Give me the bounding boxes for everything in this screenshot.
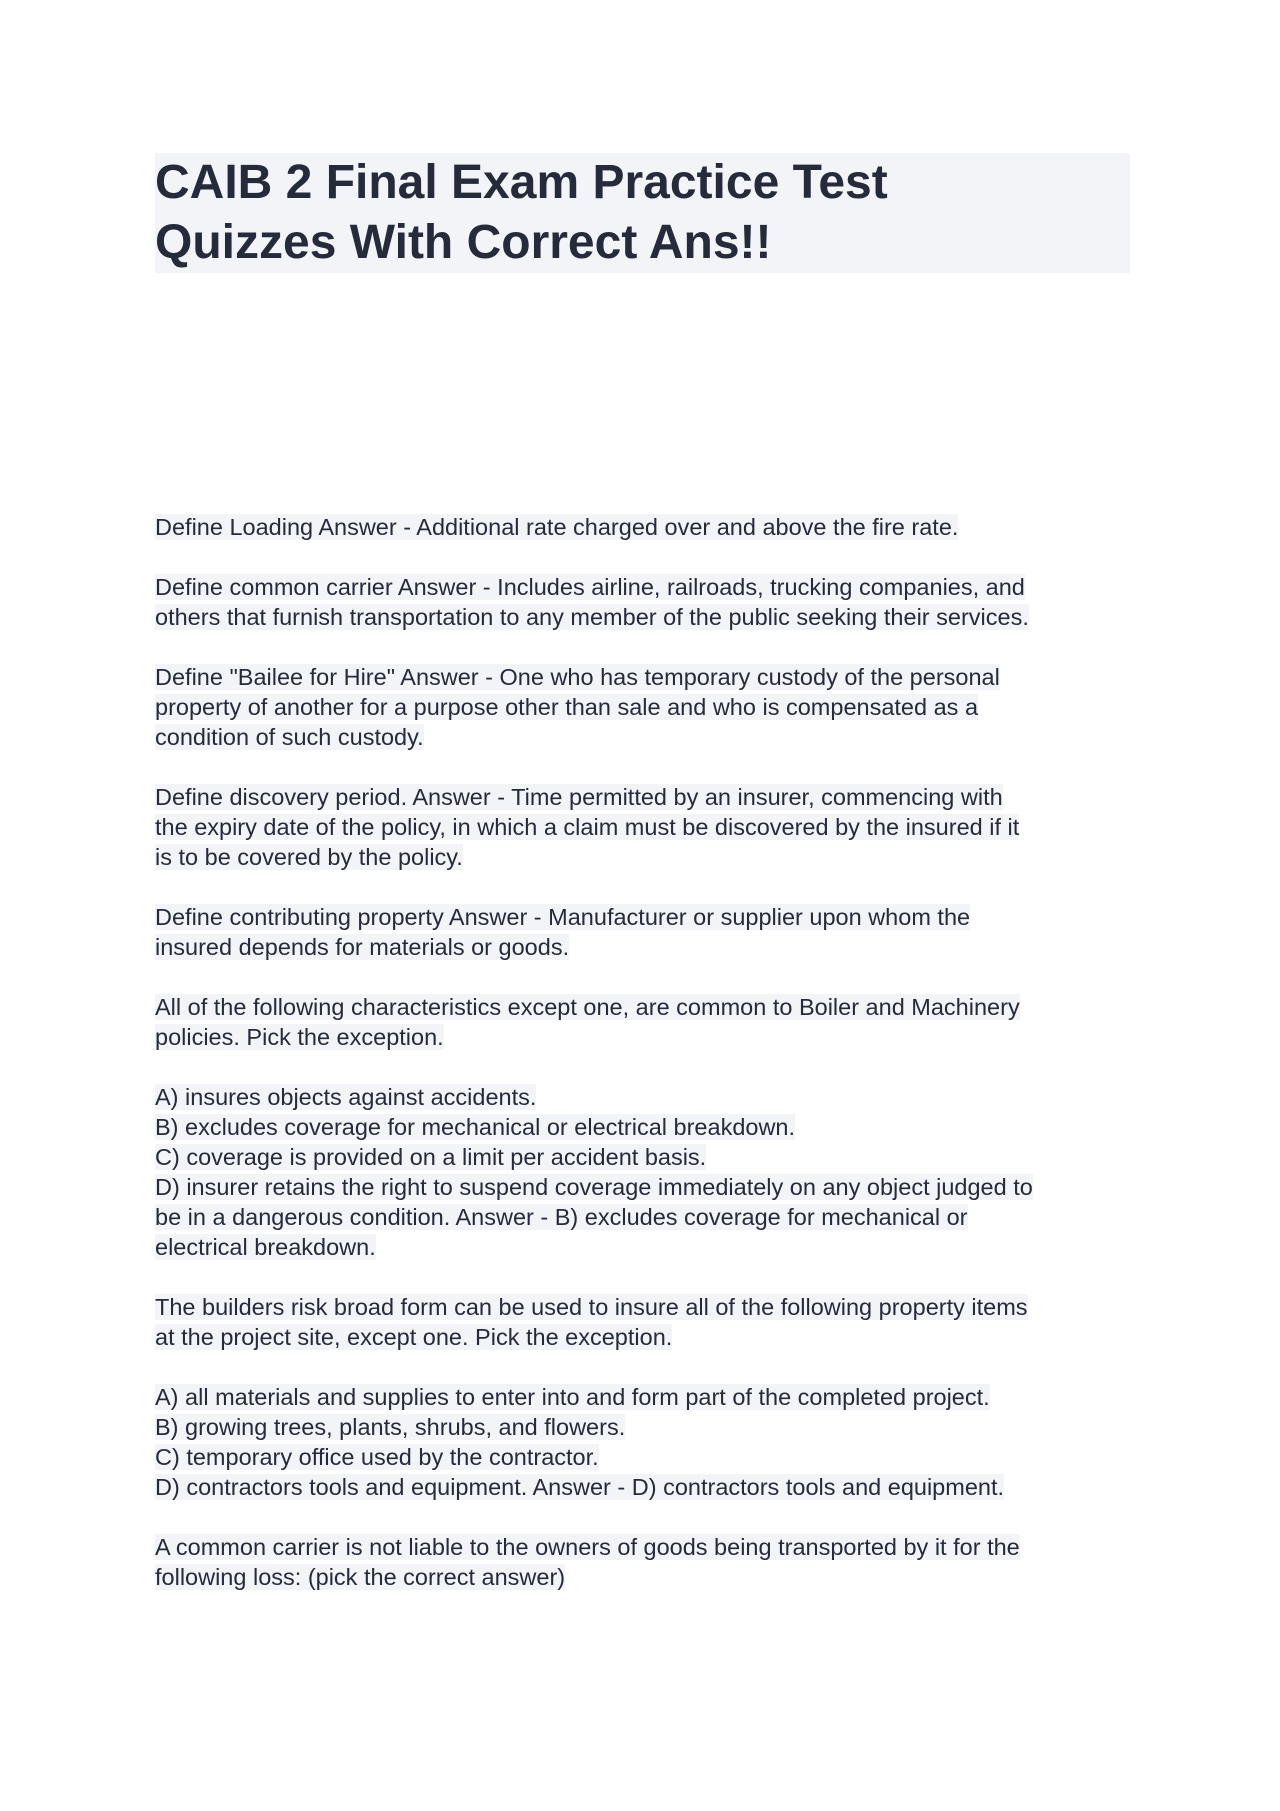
text-line-content: the expiry date of the policy, in which a claim must be discovered by the insured if it [155, 814, 1020, 840]
text-line-content: electrical breakdown. [155, 1234, 376, 1260]
paragraph [155, 902, 1130, 962]
paragraph [155, 1082, 1130, 1262]
text-line [155, 842, 1130, 872]
text-line [155, 662, 1130, 692]
text-line-content: A) insures objects against accidents. [155, 1084, 537, 1110]
text-line-content: B) excludes coverage for mechanical or electrical breakdown. [155, 1114, 796, 1140]
text-line [155, 722, 1130, 752]
text-line [155, 992, 1130, 1022]
text-line-content: Define discovery period. Answer - Time permitted by an insurer, commencing with [155, 784, 1003, 810]
text-line-content: Define "Bailee for Hire" Answer - One who has temporary custody of the personal [155, 664, 1000, 690]
document-page [155, 153, 1130, 273]
text-line [155, 1442, 1130, 1472]
text-line [155, 1232, 1130, 1262]
text-line-content: is to be covered by the policy. [155, 844, 463, 870]
text-line-content: at the project site, except one. Pick the exception. [155, 1324, 673, 1350]
text-line [155, 512, 1130, 542]
text-line-content: D) contractors tools and equipment. Answer - D) contractors tools and equipment. [155, 1474, 1005, 1500]
text-line-content: All of the following characteristics except one, are common to Boiler and Machinery [155, 994, 1020, 1020]
text-line-content: Define Loading Answer - Additional rate charged over and above the fire rate. [155, 514, 959, 540]
text-line-content: The builders risk broad form can be used to insure all of the following property items [155, 1294, 1028, 1320]
text-line [155, 1202, 1130, 1232]
text-line [155, 692, 1130, 722]
text-line [155, 1322, 1130, 1352]
text-line [155, 1292, 1130, 1322]
paragraph [155, 782, 1130, 872]
text-line-content: following loss: (pick the correct answer) [155, 1564, 566, 1590]
paragraph [155, 992, 1130, 1052]
text-line-content: A common carrier is not liable to the owners of goods being transported by it for the [155, 1534, 1020, 1560]
text-line [155, 1382, 1130, 1412]
text-line [155, 1022, 1130, 1052]
title-line-2: Quizzes With Correct Ans!! [155, 216, 772, 269]
text-line [155, 1532, 1130, 1562]
paragraph [155, 662, 1130, 752]
text-line [155, 1112, 1130, 1142]
text-line-content: A) all materials and supplies to enter into and form part of the completed project. [155, 1384, 990, 1410]
text-line-content: policies. Pick the exception. [155, 1024, 444, 1050]
document-title [155, 153, 1130, 273]
paragraph [155, 572, 1130, 632]
text-line [155, 812, 1130, 842]
text-line [155, 1472, 1130, 1502]
paragraph [155, 1382, 1130, 1502]
text-line-content: condition of such custody. [155, 724, 424, 750]
text-line [155, 782, 1130, 812]
text-line [155, 902, 1130, 932]
text-line [155, 1412, 1130, 1442]
text-line-content: Define contributing property Answer - Manufacturer or supplier upon whom the [155, 904, 971, 930]
text-line [155, 1562, 1130, 1592]
text-line-content: C) temporary office used by the contractor. [155, 1444, 599, 1470]
text-line [155, 602, 1130, 632]
text-line-content: insured depends for materials or goods. [155, 934, 570, 960]
text-line-content: others that furnish transportation to any member of the public seeking their services. [155, 604, 1029, 630]
title-line-1: CAIB 2 Final Exam Practice Test [155, 156, 888, 209]
text-line [155, 1172, 1130, 1202]
text-line-content: B) growing trees, plants, shrubs, and flowers. [155, 1414, 626, 1440]
text-line [155, 1142, 1130, 1172]
text-line [155, 1082, 1130, 1112]
text-line-content: Define common carrier Answer - Includes airline, railroads, trucking companies, and [155, 574, 1025, 600]
document-body [155, 512, 1130, 1622]
paragraph [155, 1292, 1130, 1352]
text-line-content: be in a dangerous condition. Answer - B) excludes coverage for mechanical or [155, 1204, 968, 1230]
text-line-content: C) coverage is provided on a limit per accident basis. [155, 1144, 707, 1170]
text-line [155, 572, 1130, 602]
text-line-content: property of another for a purpose other than sale and who is compensated as a [155, 694, 979, 720]
paragraph [155, 512, 1130, 542]
text-line [155, 932, 1130, 962]
paragraph [155, 1532, 1130, 1592]
text-line-content: D) insurer retains the right to suspend coverage immediately on any object judged to [155, 1174, 1033, 1200]
